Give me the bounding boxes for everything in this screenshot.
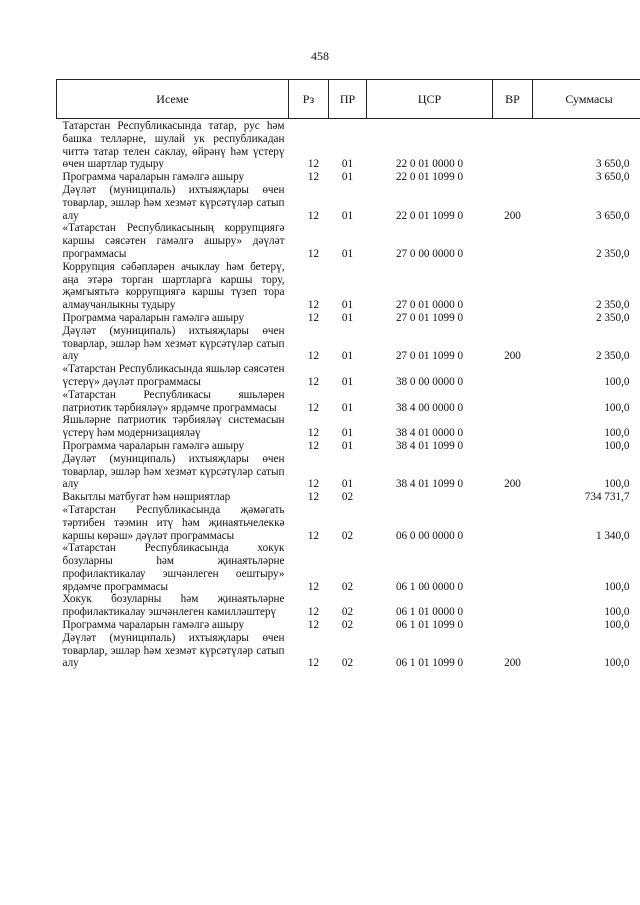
- cell-pr: 01: [341, 439, 354, 452]
- cell-csr: 22 0 01 1099 0: [395, 171, 464, 184]
- table-row: [57, 312, 640, 325]
- cell-sum: 100,0: [604, 580, 630, 593]
- cell-csr: 27 0 01 1099 0: [395, 350, 464, 363]
- cell-pr: 01: [341, 478, 354, 491]
- cell-rz: 12: [307, 158, 320, 171]
- cell-name: Программа чараларын гамәлгә ашыру: [62, 619, 245, 632]
- cell-sum: 3 650,0: [595, 209, 630, 222]
- cell-sum: 100,0: [604, 375, 630, 388]
- cell-pr: 02: [341, 657, 354, 670]
- cell-rz: 12: [307, 439, 320, 452]
- table-row: [57, 414, 640, 440]
- header-rz: Рз: [289, 80, 329, 119]
- cell-rz: 12: [307, 299, 320, 312]
- table-row: [57, 325, 640, 363]
- cell-csr: 22 0 01 0000 0: [395, 158, 464, 171]
- header-name: Исеме: [57, 80, 289, 119]
- cell-name: Хокук бозуларны һәм җинаятьләрне профилактикалау эшчәнлеген камилләштерү: [62, 593, 285, 619]
- table-row: [57, 184, 640, 222]
- cell-vr: [493, 504, 533, 542]
- cell-pr: 01: [341, 350, 354, 363]
- cell-pr: 01: [341, 171, 354, 184]
- cell-rz: 12: [307, 171, 320, 184]
- table-row: [57, 261, 640, 312]
- cell-vr: [493, 363, 533, 389]
- cell-sum: 100,0: [604, 478, 630, 491]
- cell-name: Дәүләт (муниципаль) ихтыяҗлары өчен товарлар, эшләр һәм хезмәт күрсәтүләр сатып алу: [62, 452, 285, 491]
- cell-vr: [493, 440, 533, 453]
- cell-name: Татарстан Республикасында татар, рус һәм башка телләрне, шулай ук республикадан читтә татар телен саклау, өйрәнү һәм үстерү өчен шартлар тудыру: [62, 120, 285, 171]
- cell-csr: 27 0 01 1099 0: [395, 311, 464, 324]
- cell-csr: 06 1 01 1099 0: [395, 619, 464, 632]
- cell-vr: 200: [504, 350, 521, 363]
- cell-sum: 2 350,0: [595, 350, 630, 363]
- cell-name: Дәүләт (муниципаль) ихтыяҗлары өчен товарлар, эшләр һәм хезмәт күрсәтүләр сатып алу: [62, 324, 285, 363]
- cell-sum: 3 650,0: [595, 171, 630, 184]
- cell-rz: 12: [307, 491, 320, 504]
- cell-vr: 200: [504, 657, 521, 670]
- cell-vr: [493, 261, 533, 312]
- table-row: [57, 504, 640, 542]
- cell-vr: [493, 619, 533, 632]
- cell-sum: 2 350,0: [595, 299, 630, 312]
- cell-rz: 12: [307, 401, 320, 414]
- cell-rz: 12: [307, 209, 320, 222]
- cell-vr: [493, 542, 533, 593]
- cell-sum: 734 731,7: [584, 491, 630, 504]
- cell-csr: [367, 491, 493, 504]
- cell-rz: 12: [307, 619, 320, 632]
- table-row: [57, 171, 640, 184]
- header-pr: ПР: [329, 80, 367, 119]
- cell-sum: 100,0: [604, 606, 630, 619]
- cell-pr: 01: [341, 427, 354, 440]
- cell-rz: 12: [307, 247, 320, 260]
- cell-pr: 01: [341, 209, 354, 222]
- cell-csr: 38 0 00 0000 0: [395, 375, 464, 388]
- cell-rz: 12: [307, 606, 320, 619]
- cell-csr: 38 4 00 0000 0: [395, 401, 464, 414]
- cell-vr: [493, 119, 533, 172]
- cell-pr: 02: [341, 606, 354, 619]
- cell-csr: 06 0 00 0000 0: [395, 529, 464, 542]
- cell-pr: 02: [341, 580, 354, 593]
- cell-sum: 2 350,0: [595, 247, 630, 260]
- cell-csr: 38 4 01 0000 0: [395, 427, 464, 440]
- table-row: [57, 119, 640, 172]
- cell-pr: 01: [341, 247, 354, 260]
- table-row: [57, 222, 640, 260]
- cell-vr: [493, 414, 533, 440]
- page-number: 458: [311, 49, 329, 63]
- cell-name: Программа чараларын гамәлгә ашыру: [62, 171, 245, 184]
- cell-csr: 38 4 01 1099 0: [395, 478, 464, 491]
- cell-vr: [493, 491, 533, 504]
- cell-csr: 22 0 01 1099 0: [395, 209, 464, 222]
- cell-name: Программа чараларын гамәлгә ашыру: [62, 439, 245, 452]
- cell-csr: 06 1 01 1099 0: [395, 657, 464, 670]
- table-row: [57, 453, 640, 491]
- cell-vr: [493, 389, 533, 415]
- cell-rz: 12: [307, 478, 320, 491]
- cell-rz: 12: [307, 311, 320, 324]
- cell-csr: 06 1 00 0000 0: [395, 580, 464, 593]
- cell-name: Дәүләт (муниципаль) ихтыяҗлары өчен товарлар, эшләр һәм хезмәт күрсәтүләр сатып алу: [62, 183, 285, 222]
- cell-name: «Татарстан Республикасының коррупциягә каршы сәясәтен гамәлгә ашыру» дәүләт программасы: [62, 222, 285, 260]
- cell-rz: 12: [307, 375, 320, 388]
- cell-vr: [493, 312, 533, 325]
- cell-name: Вакытлы матбугат һәм нәшриятлар: [62, 491, 231, 504]
- cell-sum: 1 340,0: [595, 529, 630, 542]
- cell-rz: 12: [307, 350, 320, 363]
- cell-pr: 01: [341, 299, 354, 312]
- cell-sum: 100,0: [604, 439, 630, 452]
- cell-sum: 2 350,0: [595, 311, 630, 324]
- cell-csr: 06 1 01 0000 0: [395, 606, 464, 619]
- header-vr: ВР: [493, 80, 533, 119]
- cell-pr: 01: [341, 401, 354, 414]
- cell-pr: 01: [341, 158, 354, 171]
- cell-name: «Татарстан Республикасында җәмәгать тәртибен тәэмин итү һәм җинаятьчелеккә каршы көрәш» дәүләт программасы: [62, 503, 285, 542]
- cell-rz: 12: [307, 657, 320, 670]
- cell-name: «Татарстан Республикасы яшьләрен патриотик тәрбияләү» ярдәмче программасы: [62, 388, 285, 414]
- cell-name: «Татарстан Республикасында яшьләр сәясәтен үстерү» дәүләт программасы: [62, 363, 285, 388]
- cell-rz: 12: [307, 427, 320, 440]
- cell-pr: 01: [341, 311, 354, 324]
- table-row: [57, 619, 640, 632]
- cell-name: Коррупция сәбәпләрен ачыклау һәм бетерү, аңа этәрә торган шартларга каршы тору, җәмгыятьтә коррупциягә каршы түзеп тора алмаучанлыкны тудыру: [62, 260, 285, 312]
- cell-name: Яшьләрне патриотик тәрбияләү системасын үстерү һәм модернизацияләү: [62, 414, 285, 440]
- cell-csr: 27 0 01 0000 0: [395, 299, 464, 312]
- table-row: [57, 491, 640, 504]
- cell-csr: 38 4 01 1099 0: [395, 439, 464, 452]
- table-row: [57, 632, 640, 670]
- header-sum: Суммасы: [533, 80, 640, 119]
- table-row: [57, 593, 640, 619]
- cell-pr: 01: [341, 375, 354, 388]
- cell-sum: 3 650,0: [595, 158, 630, 171]
- table-row: [57, 542, 640, 593]
- table-row: [57, 363, 640, 389]
- cell-sum: 100,0: [604, 619, 630, 632]
- cell-sum: 100,0: [604, 657, 630, 670]
- cell-sum: 100,0: [604, 401, 630, 414]
- cell-csr: 27 0 00 0000 0: [395, 247, 464, 260]
- cell-name: Дәүләт (муниципаль) ихтыяҗлары өчен товарлар, эшләр һәм хезмәт күрсәтүләр сатып алу: [62, 631, 285, 670]
- cell-rz: 12: [307, 529, 320, 542]
- cell-rz: 12: [307, 580, 320, 593]
- cell-pr: 02: [341, 619, 354, 632]
- budget-table: [56, 79, 640, 670]
- cell-name: Программа чараларын гамәлгә ашыру: [62, 311, 245, 324]
- cell-vr: 200: [504, 478, 521, 491]
- table-body: [57, 119, 640, 671]
- cell-vr: [493, 171, 533, 184]
- cell-name: «Татарстан Республикасында хокук бозуларны һәм җинаятьләрне профилактикалау эшчәнлеген оештыру» ярдәмче программасы: [62, 542, 285, 593]
- table-row: [57, 389, 640, 415]
- cell-vr: [493, 593, 533, 619]
- cell-pr: 02: [341, 491, 354, 504]
- cell-vr: [493, 222, 533, 260]
- table-row: [57, 440, 640, 453]
- cell-sum: 100,0: [604, 427, 630, 440]
- cell-vr: 200: [504, 209, 521, 222]
- cell-pr: 02: [341, 529, 354, 542]
- table-header-row: [57, 80, 640, 119]
- header-csr: ЦСР: [367, 80, 493, 119]
